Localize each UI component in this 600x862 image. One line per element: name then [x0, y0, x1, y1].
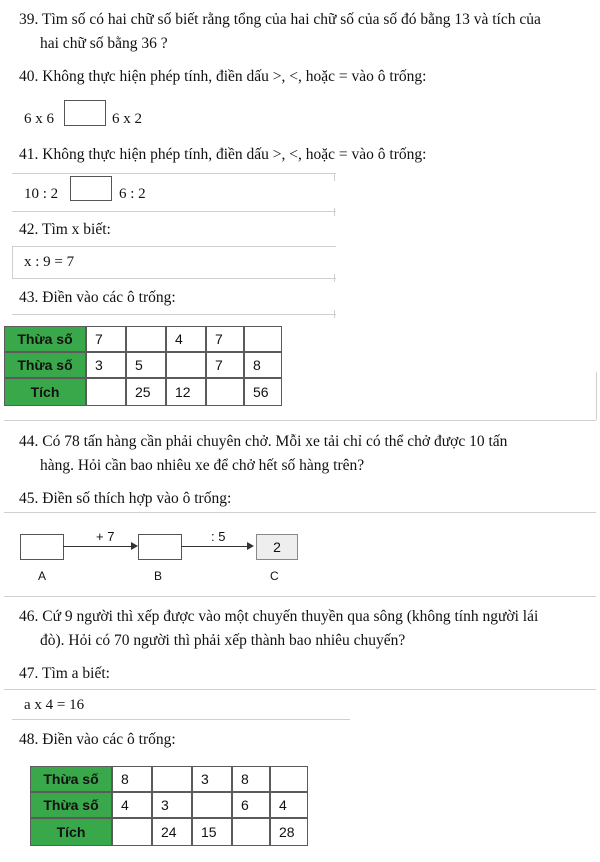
box-c-result: 2: [256, 534, 298, 560]
table-cell[interactable]: [244, 326, 282, 352]
table-cell[interactable]: [126, 326, 166, 352]
table-cell[interactable]: 6: [232, 792, 270, 818]
table-cell[interactable]: [206, 378, 244, 406]
q47-text: 47. Tìm a biết:: [19, 665, 110, 682]
q46-line2: đò). Hỏi có 70 người thì phải xếp thành bao nhiêu chuyến?: [40, 632, 406, 649]
table-cell[interactable]: [86, 378, 126, 406]
q44-line2: hàng. Hỏi cần bao nhiêu xe để chở hết số hàng trên?: [40, 457, 365, 474]
divider: [334, 310, 335, 318]
q40-text: 40. Không thực hiện phép tính, điền dấu >, <, hoặc = vào ô trống:: [19, 68, 427, 85]
q42-text: 42. Tìm x biết:: [19, 221, 111, 238]
divider: [596, 372, 597, 420]
table-cell[interactable]: 12: [166, 378, 206, 406]
q40-right-expr: 6 x 2: [112, 111, 142, 127]
table-cell[interactable]: 3: [86, 352, 126, 378]
op-divide-5: : 5: [211, 529, 226, 544]
divider: [334, 274, 335, 282]
label-c: C: [270, 569, 279, 583]
table-cell[interactable]: 4: [166, 326, 206, 352]
divider: [4, 512, 596, 513]
table-cell[interactable]: 3: [192, 766, 232, 792]
divider: [12, 173, 336, 174]
table-cell[interactable]: [152, 766, 192, 792]
arrow-right-icon: [247, 542, 254, 550]
box-b[interactable]: [138, 534, 182, 560]
row-label: Thừa số: [4, 352, 86, 378]
q40-answer-box[interactable]: [64, 100, 106, 126]
box-a[interactable]: [20, 534, 64, 560]
table-cell[interactable]: 5: [126, 352, 166, 378]
divider: [4, 689, 596, 690]
row-label: Thừa số: [30, 766, 112, 792]
divider: [12, 246, 336, 247]
table-cell[interactable]: 7: [86, 326, 126, 352]
divider: [12, 278, 336, 279]
divider: [334, 208, 335, 216]
divider: [4, 596, 596, 597]
row-label: Thừa số: [4, 326, 86, 352]
q40-left-expr: 6 x 6: [24, 111, 54, 127]
q42-expr: x : 9 = 7: [24, 254, 75, 270]
row-label: Thừa số: [30, 792, 112, 818]
table-cell[interactable]: 28: [270, 818, 308, 846]
table-cell[interactable]: [232, 818, 270, 846]
table-cell[interactable]: 4: [270, 792, 308, 818]
q41-right-expr: 6 : 2: [119, 186, 146, 202]
op-plus-7: + 7: [96, 529, 115, 544]
table-cell[interactable]: 7: [206, 352, 244, 378]
table-cell[interactable]: [270, 766, 308, 792]
q41-text: 41. Không thực hiện phép tính, điền dấu >, <, hoặc = vào ô trống:: [19, 146, 427, 163]
table-cell[interactable]: [112, 818, 152, 846]
q43-text: 43. Điền vào các ô trống:: [19, 289, 176, 306]
table-cell[interactable]: 25: [126, 378, 166, 406]
table-cell[interactable]: [166, 352, 206, 378]
label-b: B: [154, 569, 163, 583]
q39-line2: hai chữ số bằng 36 ?: [40, 35, 168, 52]
q48-text: 48. Điền vào các ô trống:: [19, 731, 176, 748]
q46-line1: 46. Cứ 9 người thì xếp được vào một chuyến thuyền qua sông (không tính người lái: [19, 608, 539, 625]
q48-table: [30, 766, 308, 846]
q47-expr: a x 4 = 16: [24, 697, 85, 713]
label-a: A: [38, 569, 47, 583]
table-cell[interactable]: 8: [112, 766, 152, 792]
q39-line1: 39. Tìm số có hai chữ số biết rằng tổng của hai chữ số của số đó bằng 13 và tích của: [19, 11, 541, 28]
q41-left-expr: 10 : 2: [24, 186, 59, 202]
row-label: Tích: [4, 378, 86, 406]
divider: [334, 173, 335, 181]
table-cell[interactable]: 24: [152, 818, 192, 846]
table-cell[interactable]: 3: [152, 792, 192, 818]
q43-table: [4, 326, 282, 406]
divider: [12, 246, 13, 278]
table-cell[interactable]: 8: [232, 766, 270, 792]
table-cell[interactable]: 7: [206, 326, 244, 352]
q44-line1: 44. Có 78 tấn hàng cần phải chuyên chở. Mỗi xe tải chỉ có thể chở được 10 tấn: [19, 433, 508, 450]
divider: [12, 211, 336, 212]
q45-text: 45. Điền số thích hợp vào ô trống:: [19, 490, 232, 507]
q41-answer-box[interactable]: [70, 176, 112, 201]
row-label: Tích: [30, 818, 112, 846]
table-cell[interactable]: 4: [112, 792, 152, 818]
divider: [4, 420, 596, 421]
table-cell[interactable]: 8: [244, 352, 282, 378]
table-cell[interactable]: [192, 792, 232, 818]
divider: [12, 314, 336, 315]
divider: [12, 719, 350, 720]
arrow-line: [63, 546, 131, 547]
arrow-line: [181, 546, 247, 547]
arrow-right-icon: [131, 542, 138, 550]
table-cell[interactable]: 15: [192, 818, 232, 846]
table-cell[interactable]: 56: [244, 378, 282, 406]
